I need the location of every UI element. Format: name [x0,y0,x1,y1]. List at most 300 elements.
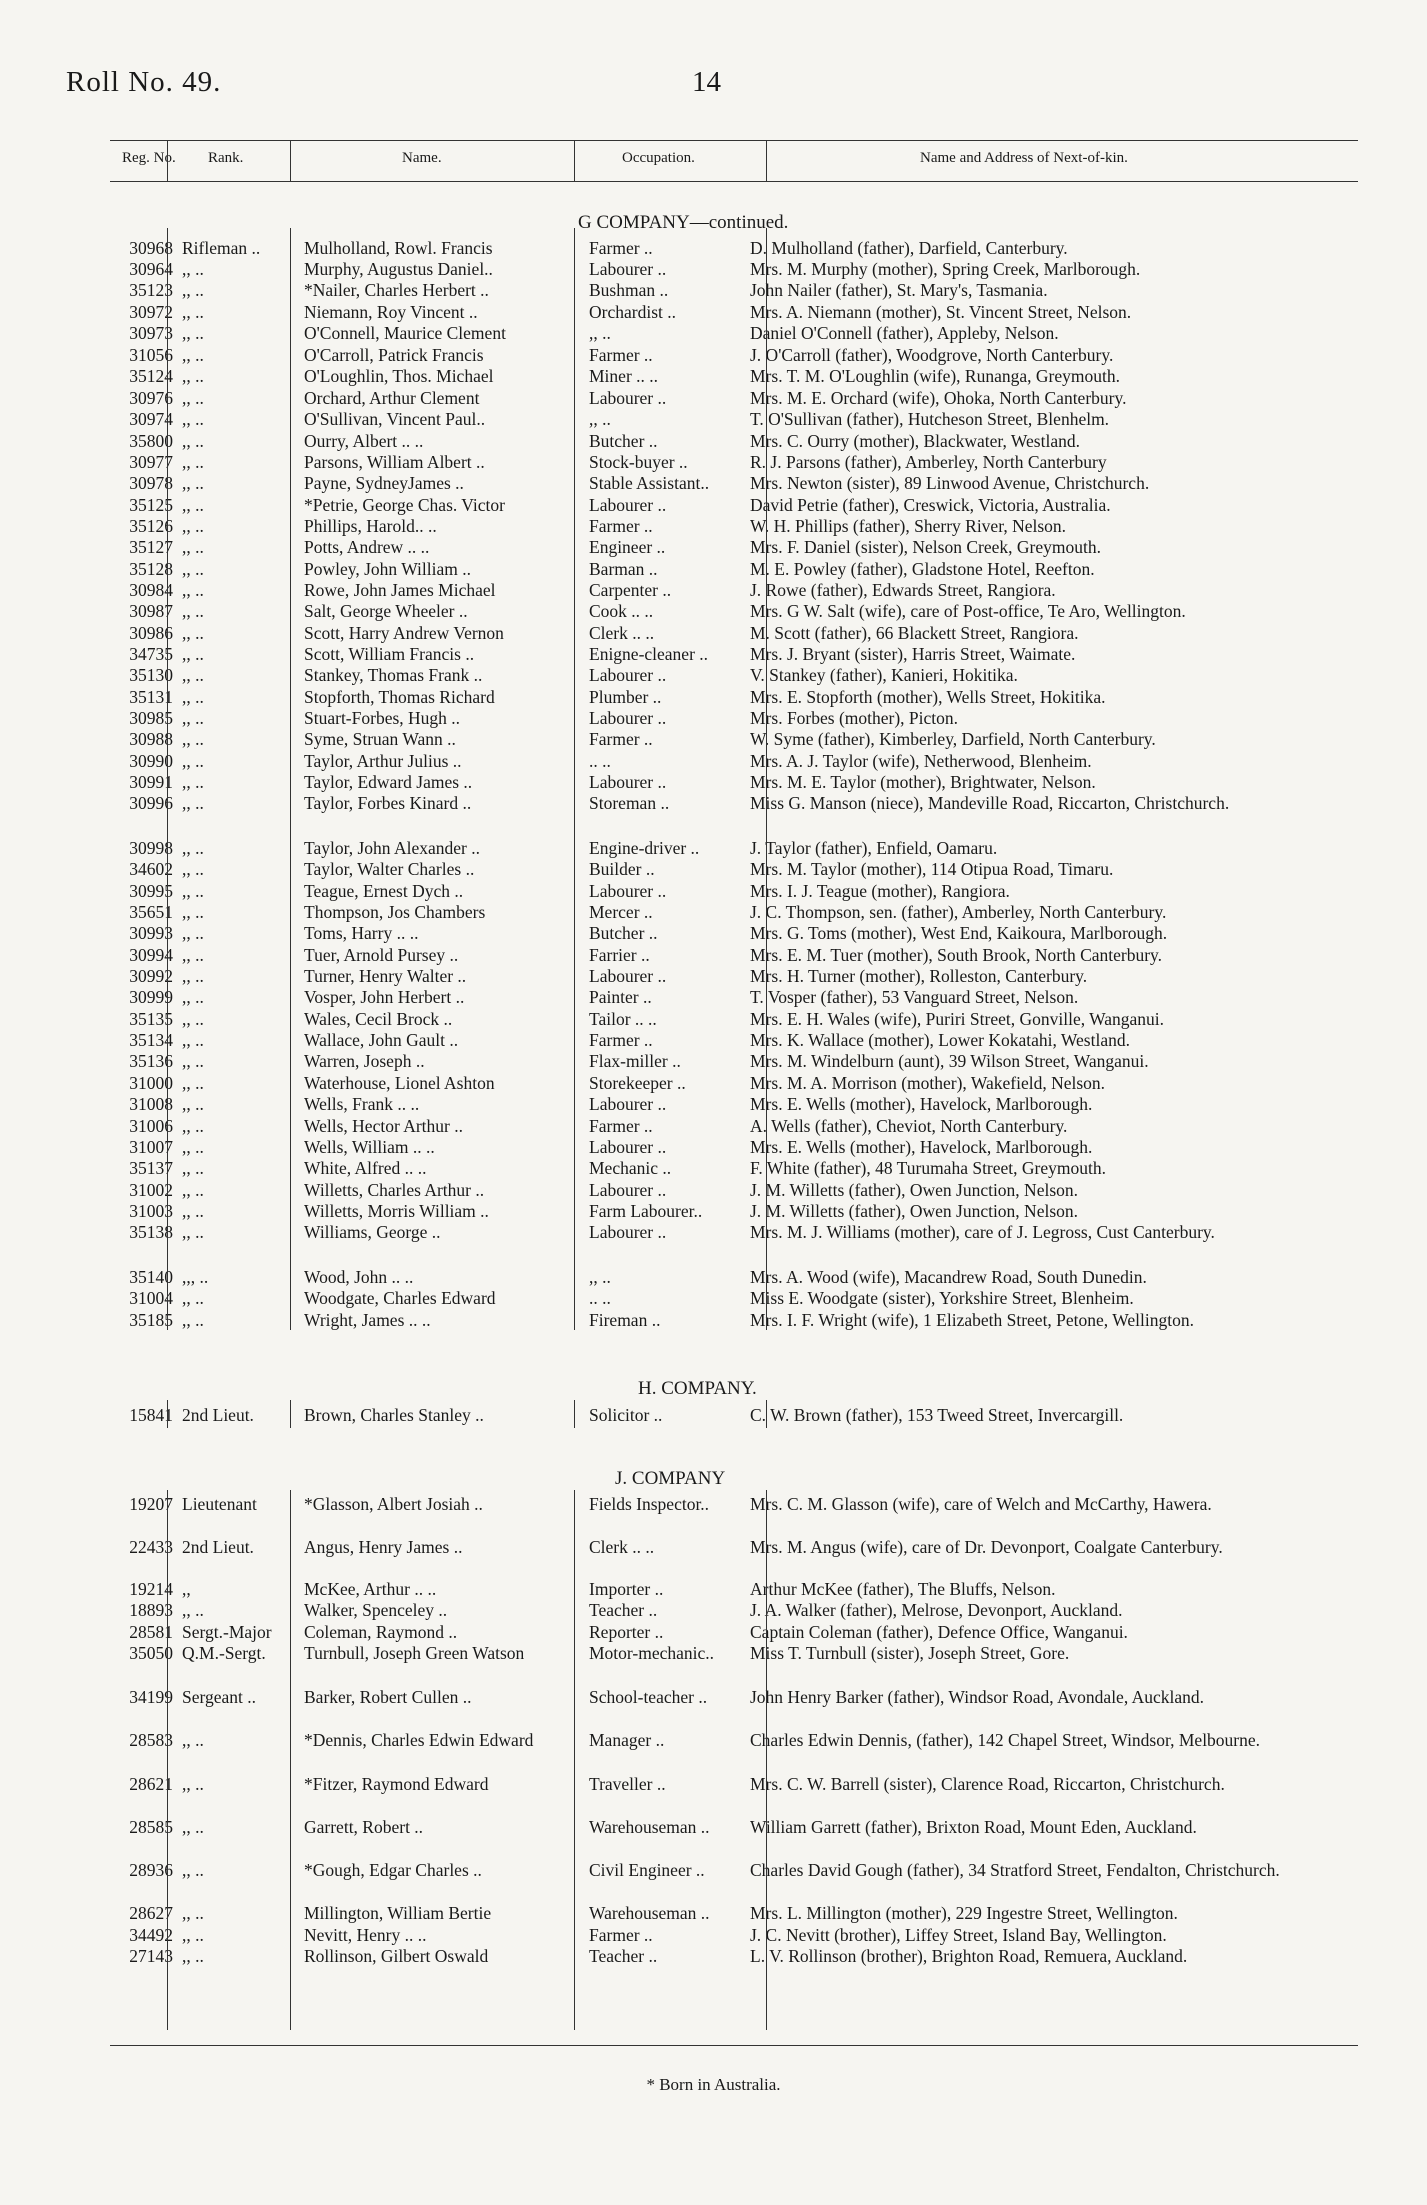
row-name: Willetts, Charles Arthur .. [304,1180,485,1200]
col-divider [574,228,575,1330]
row-rank: Lieutenant [182,1494,257,1514]
row-occ: .. .. [589,1288,611,1308]
row-occ: Farmer .. [589,1925,653,1945]
row-occ: Warehouseman .. [589,1903,710,1923]
row-kin: Mrs. M. J. Williams (mother), care of J. Legross, Cust Canterbury. [750,1222,1215,1242]
row-reg: 30972 [129,302,173,322]
row-rank: ,, .. [182,1310,204,1330]
row-kin: W. H. Phillips (father), Sherry River, Nelson. [750,516,1067,536]
row-kin: Mrs. M. Windelburn (aunt), 39 Wilson Street, Wanganui. [750,1051,1149,1071]
section-heading-h-company: H. COMPANY. [638,1378,757,1399]
row-reg: 30976 [129,388,173,408]
row-reg: 31006 [129,1116,173,1136]
row-kin: J. O'Carroll (father), Woodgrove, North Canterbury. [750,345,1114,365]
row-reg: 35130 [129,665,173,685]
row-rank: ,, .. [182,323,204,343]
row-occ: Labourer .. [589,881,667,901]
row-name: Rollinson, Gilbert Oswald [304,1946,489,1966]
row-kin: C. W. Brown (father), 153 Tweed Street, Invercargill. [750,1405,1124,1425]
row-occ: Farmer .. [589,1030,653,1050]
row-occ: School-teacher .. [589,1687,708,1707]
row-occ: Storeman .. [589,793,670,813]
row-name: Stopforth, Thomas Richard [304,687,495,707]
row-kin: Mrs. G W. Salt (wife), care of Post-office, Te Aro, Wellington. [750,601,1186,621]
col-header-occupation: Occupation. [622,150,695,166]
row-occ: Engine-driver .. [589,838,700,858]
col-divider [290,1490,291,2030]
row-occ: Warehouseman .. [589,1817,710,1837]
row-reg: 35127 [129,537,173,557]
row-reg: 34492 [129,1925,173,1945]
row-kin: David Petrie (father), Creswick, Victoria, Australia. [750,495,1111,515]
row-reg: 30986 [129,623,173,643]
row-occ: .. .. [589,751,611,771]
row-kin: Mrs. E. M. Tuer (mother), South Brook, North Canterbury. [750,945,1163,965]
row-rank: ,, .. [182,580,204,600]
row-name: Williams, George .. [304,1222,441,1242]
row-reg: 35134 [129,1030,173,1050]
row-kin: Mrs. M. A. Morrison (mother), Wakefield, Nelson. [750,1073,1106,1093]
header-rule-top [110,140,1358,141]
row-name: Tuer, Arnold Pursey .. [304,945,459,965]
row-name: Rowe, John James Michael [304,580,496,600]
col-divider [167,228,168,1330]
col-header-rank: Rank. [208,150,244,166]
row-occ: Solicitor .. [589,1405,663,1425]
row-kin: John Henry Barker (father), Windsor Road, Avondale, Auckland. [750,1687,1205,1707]
row-rank: ,, .. [182,1860,204,1880]
row-rank: ,, .. [182,1180,204,1200]
row-name: Warren, Joseph .. [304,1051,425,1071]
row-occ: Tailor .. .. [589,1009,657,1029]
row-occ: Farmer .. [589,345,653,365]
row-name: Coleman, Raymond .. [304,1622,458,1642]
row-rank: ,, .. [182,1925,204,1945]
row-occ: Labourer .. [589,966,667,986]
row-reg: 28621 [129,1774,173,1794]
row-reg: 19207 [129,1494,173,1514]
col-divider [574,1400,575,1428]
row-occ: Traveller .. [589,1774,666,1794]
row-rank: ,, .. [182,923,204,943]
row-reg: 30994 [129,945,173,965]
row-reg: 30991 [129,772,173,792]
row-name: Wales, Cecil Brock .. [304,1009,453,1029]
row-reg: 35138 [129,1222,173,1242]
row-name: *Nailer, Charles Herbert .. [304,280,489,300]
row-rank: ,, .. [182,1730,204,1750]
col-header-reg: Reg. No. [122,150,176,166]
row-name: Taylor, Arthur Julius .. [304,751,462,771]
row-kin: J. C. Thompson, sen. (father), Amberley, North Canterbury. [750,902,1167,922]
row-occ: Farmer .. [589,1116,653,1136]
row-reg: 28936 [129,1860,173,1880]
row-name: Mulholland, Rowl. Francis [304,238,493,258]
row-occ: Importer .. [589,1579,664,1599]
row-rank: ,, .. [182,1051,204,1071]
row-rank: ,, .. [182,516,204,536]
row-kin: Mrs. E. Wells (mother), Havelock, Marlborough. [750,1094,1093,1114]
row-rank: ,, .. [182,259,204,279]
row-reg: 34735 [129,644,173,664]
row-reg: 30973 [129,323,173,343]
row-name: O'Sullivan, Vincent Paul.. [304,409,486,429]
row-kin: J. M. Willetts (father), Owen Junction, Nelson. [750,1180,1079,1200]
row-kin: Mrs. A. Niemann (mother), St. Vincent Street, Nelson. [750,302,1132,322]
row-name: Murphy, Augustus Daniel.. [304,259,493,279]
row-rank: ,, .. [182,708,204,728]
row-occ: Butcher .. [589,923,658,943]
row-reg: 28585 [129,1817,173,1837]
row-name: Thompson, Jos Chambers [304,902,486,922]
col-divider [290,140,291,181]
row-rank: ,, .. [182,345,204,365]
row-rank: ,, [182,1579,191,1599]
row-reg: 31056 [129,345,173,365]
row-name: Ourry, Albert .. .. [304,431,424,451]
row-name: Angus, Henry James .. [304,1537,463,1557]
row-occ: Enigne-cleaner .. [589,644,709,664]
row-rank: ,, .. [182,1817,204,1837]
row-occ: Fireman .. [589,1310,661,1330]
row-occ: Stable Assistant.. [589,473,710,493]
row-reg: 30996 [129,793,173,813]
row-rank: ,, .. [182,881,204,901]
col-divider [167,140,168,181]
row-name: Stankey, Thomas Frank .. [304,665,483,685]
row-name: Garrett, Robert .. [304,1817,424,1837]
row-rank: ,, .. [182,1158,204,1178]
row-kin: Mrs. M. Angus (wife), care of Dr. Devonport, Coalgate Canterbury. [750,1537,1223,1557]
row-kin: T. O'Sullivan (father), Hutcheson Street, Blenhelm. [750,409,1110,429]
row-kin: Mrs. I. J. Teague (mother), Rangiora. [750,881,1010,901]
table-rule-bottom [110,2045,1358,2046]
row-reg: 35137 [129,1158,173,1178]
row-rank: ,, .. [182,388,204,408]
row-rank: ,, .. [182,409,204,429]
row-kin: Miss E. Woodgate (sister), Yorkshire Street, Blenheim. [750,1288,1134,1308]
row-name: White, Alfred .. .. [304,1158,427,1178]
row-rank: ,, .. [182,966,204,986]
section-heading-j-company: J. COMPANY [615,1468,726,1489]
row-name: Payne, SydneyJames .. [304,473,464,493]
row-kin: Mrs. G. Toms (mother), West End, Kaikoura, Marlborough. [750,923,1168,943]
row-kin: M. E. Powley (father), Gladstone Hotel, Reefton. [750,559,1095,579]
row-name: McKee, Arthur .. .. [304,1579,437,1599]
row-name: *Gough, Edgar Charles .. [304,1860,482,1880]
row-occ: Barman .. [589,559,658,579]
row-rank: 2nd Lieut. [182,1537,254,1557]
row-kin: W. Syme (father), Kimberley, Darfield, North Canterbury. [750,729,1156,749]
row-occ: Clerk .. .. [589,1537,655,1557]
row-name: Toms, Harry .. .. [304,923,419,943]
row-reg: 35140 [129,1267,173,1287]
row-rank: ,,, .. [182,1267,209,1287]
row-rank: ,, .. [182,1600,204,1620]
row-name: Taylor, Edward James .. [304,772,473,792]
row-occ: Labourer .. [589,772,667,792]
row-reg: 30985 [129,708,173,728]
row-name: O'Connell, Maurice Clement [304,323,506,343]
row-reg: 30978 [129,473,173,493]
row-name: Niemann, Roy Vincent .. [304,302,478,322]
row-reg: 35136 [129,1051,173,1071]
row-occ: Civil Engineer .. [589,1860,705,1880]
row-reg: 31003 [129,1201,173,1221]
row-name: Turnbull, Joseph Green Watson [304,1643,525,1663]
row-reg: 31008 [129,1094,173,1114]
page-number: 14 [692,66,721,98]
row-name: Teague, Ernest Dych .. [304,881,464,901]
row-occ: Farmer .. [589,238,653,258]
row-rank: ,, .. [182,1137,204,1157]
row-occ: Carpenter .. [589,580,672,600]
col-divider [574,140,575,181]
row-occ: Teacher .. [589,1946,658,1966]
row-reg: 30998 [129,838,173,858]
row-occ: Farm Labourer.. [589,1201,703,1221]
row-occ: Reporter .. [589,1622,664,1642]
row-kin: A. Wells (father), Cheviot, North Canterbury. [750,1116,1068,1136]
row-reg: 30993 [129,923,173,943]
row-occ: Farmer .. [589,516,653,536]
row-name: *Dennis, Charles Edwin Edward [304,1730,534,1750]
row-reg: 35050 [129,1643,173,1663]
row-occ: Butcher .. [589,431,658,451]
row-reg: 30995 [129,881,173,901]
row-kin: Mrs. C. Ourry (mother), Blackwater, Westland. [750,431,1080,451]
row-name: Potts, Andrew .. .. [304,537,430,557]
col-divider [766,1400,767,1428]
row-occ: Flax-miller .. [589,1051,681,1071]
row-reg: 28581 [129,1622,173,1642]
row-rank: ,, .. [182,1030,204,1050]
row-occ: Farrier .. [589,945,650,965]
row-reg: 30974 [129,409,173,429]
row-kin: Mrs. F. Daniel (sister), Nelson Creek, Greymouth. [750,537,1101,557]
row-name: Taylor, Forbes Kinard .. [304,793,472,813]
row-name: Wells, William .. .. [304,1137,435,1157]
row-occ: Farmer .. [589,729,653,749]
row-rank: ,, .. [182,559,204,579]
row-name: Phillips, Harold.. .. [304,516,437,536]
row-kin: Arthur McKee (father), The Bluffs, Nelson. [750,1579,1056,1599]
row-occ: Mechanic .. [589,1158,672,1178]
row-rank: ,, .. [182,1222,204,1242]
row-kin: Mrs. M. E. Orchard (wife), Ohoka, North Canterbury. [750,388,1127,408]
row-occ: ,, .. [589,323,611,343]
col-header-kin: Name and Address of Next-of-kin. [920,150,1128,166]
row-rank: Q.M.-Sergt. [182,1643,266,1663]
row-rank: ,, .. [182,644,204,664]
col-divider [167,1400,168,1428]
row-rank: ,, .. [182,1201,204,1221]
row-occ: Labourer .. [589,1222,667,1242]
row-reg: 28627 [129,1903,173,1923]
section-heading-g-company: G COMPANY—continued. [578,212,789,233]
col-divider [290,228,291,1330]
row-reg: 35185 [129,1310,173,1330]
row-rank: ,, .. [182,1094,204,1114]
row-kin: J. C. Nevitt (brother), Liffey Street, Island Bay, Wellington. [750,1925,1167,1945]
row-rank: ,, .. [182,793,204,813]
row-name: Syme, Struan Wann .. [304,729,456,749]
roll-number: Roll No. 49. [66,66,222,98]
row-rank: ,, .. [182,431,204,451]
row-name: Stuart-Forbes, Hugh .. [304,708,461,728]
row-occ: Miner .. .. [589,366,659,386]
row-occ: Painter .. [589,987,652,1007]
row-kin: T. Vosper (father), 53 Vanguard Street, Nelson. [750,987,1079,1007]
row-occ: Orchardist .. [589,302,676,322]
row-rank: ,, .. [182,623,204,643]
row-name: Brown, Charles Stanley .. [304,1405,484,1425]
row-rank: ,, .. [182,1073,204,1093]
row-occ: Labourer .. [589,708,667,728]
row-reg: 30977 [129,452,173,472]
row-rank: ,, .. [182,665,204,685]
row-name: Waterhouse, Lionel Ashton [304,1073,495,1093]
row-rank: ,, .. [182,537,204,557]
row-name: *Fitzer, Raymond Edward [304,1774,489,1794]
row-rank: ,, .. [182,601,204,621]
row-rank: ,, .. [182,945,204,965]
row-rank: ,, .. [182,1946,204,1966]
footnote: * Born in Australia. [646,2075,781,2094]
row-reg: 31004 [129,1288,173,1308]
row-occ: Bushman .. [589,280,669,300]
row-reg: 22433 [129,1537,173,1557]
row-occ: ,, .. [589,1267,611,1287]
row-rank: Rifleman .. [182,238,261,258]
row-reg: 34199 [129,1687,173,1707]
row-reg: 18893 [129,1600,173,1620]
row-name: Wright, James .. .. [304,1310,431,1330]
row-occ: Teacher .. [589,1600,658,1620]
row-rank: ,, .. [182,366,204,386]
row-kin: R. J. Parsons (father), Amberley, North Canterbury [750,452,1107,472]
row-occ: ,, .. [589,409,611,429]
row-kin: Mrs. E. H. Wales (wife), Puriri Street, Gonville, Wanganui. [750,1009,1165,1029]
row-rank: ,, .. [182,495,204,515]
row-name: Orchard, Arthur Clement [304,388,480,408]
row-reg: 31007 [129,1137,173,1157]
row-rank: ,, .. [182,729,204,749]
row-name: Barker, Robert Cullen .. [304,1687,472,1707]
row-name: Vosper, John Herbert .. [304,987,465,1007]
row-rank: ,, .. [182,859,204,879]
row-rank: ,, .. [182,687,204,707]
row-kin: M. Scott (father), 66 Blackett Street, Rangiora. [750,623,1079,643]
row-kin: J. Rowe (father), Edwards Street, Rangiora. [750,580,1056,600]
row-kin: V. Stankey (father), Kanieri, Hokitika. [750,665,1018,685]
row-name: Millington, William Bertie [304,1903,492,1923]
row-kin: Mrs. C. M. Glasson (wife), care of Welch and McCarthy, Hawera. [750,1494,1212,1514]
row-name: O'Carroll, Patrick Francis [304,345,484,365]
row-reg: 35135 [129,1009,173,1029]
row-name: Powley, John William .. [304,559,472,579]
col-divider [167,1490,168,2030]
row-rank: ,, .. [182,751,204,771]
col-divider [290,1400,291,1428]
row-occ: Builder .. [589,859,655,879]
row-kin: Mrs. A. J. Taylor (wife), Netherwood, Blenheim. [750,751,1092,771]
row-reg: 35125 [129,495,173,515]
row-name: *Petrie, George Chas. Victor [304,495,505,515]
row-reg: 30988 [129,729,173,749]
row-name: Walker, Spenceley .. [304,1600,448,1620]
row-reg: 30999 [129,987,173,1007]
row-rank: ,, .. [182,1774,204,1794]
row-name: Wells, Frank .. .. [304,1094,420,1114]
row-kin: Mrs. M. Taylor (mother), 114 Otipua Road, Timaru. [750,859,1114,879]
row-reg: 30964 [129,259,173,279]
row-name: Parsons, William Albert .. [304,452,485,472]
row-occ: Clerk .. .. [589,623,655,643]
row-occ: Cook .. .. [589,601,654,621]
row-reg: 31000 [129,1073,173,1093]
row-name: Turner, Henry Walter .. [304,966,467,986]
row-kin: Mrs. A. Wood (wife), Macandrew Road, South Dunedin. [750,1267,1147,1287]
row-rank: ,, .. [182,1009,204,1029]
row-occ: Engineer .. [589,537,666,557]
row-kin: Mrs. L. Millington (mother), 229 Ingestre Street, Wellington. [750,1903,1178,1923]
row-reg: 30968 [129,238,173,258]
row-reg: 30990 [129,751,173,771]
row-kin: Captain Coleman (father), Defence Office, Wanganui. [750,1622,1128,1642]
row-rank: ,, .. [182,1116,204,1136]
row-kin: John Nailer (father), St. Mary's, Tasmania. [750,280,1048,300]
row-kin: Mrs. I. F. Wright (wife), 1 Elizabeth Street, Petone, Wellington. [750,1310,1194,1330]
row-kin: Mrs. K. Wallace (mother), Lower Kokatahi, Westland. [750,1030,1130,1050]
row-rank: ,, .. [182,302,204,322]
row-name: Scott, William Francis .. [304,644,475,664]
row-rank: ,, .. [182,838,204,858]
row-kin: Charles Edwin Dennis, (father), 142 Chapel Street, Windsor, Melbourne. [750,1730,1261,1750]
row-occ: Labourer .. [589,1180,667,1200]
row-occ: Storekeeper .. [589,1073,686,1093]
row-name: Woodgate, Charles Edward [304,1288,496,1308]
row-reg: 19214 [129,1579,173,1599]
col-divider [766,1490,767,2030]
row-rank: ,, .. [182,473,204,493]
row-reg: 35126 [129,516,173,536]
row-rank: ,, .. [182,1903,204,1923]
row-kin: F. White (father), 48 Turumaha Street, Greymouth. [750,1158,1106,1178]
row-kin: Mrs. C. W. Barrell (sister), Clarence Road, Riccarton, Christchurch. [750,1774,1225,1794]
row-occ: Mercer .. [589,902,653,922]
row-reg: 27143 [129,1946,173,1966]
row-reg: 35131 [129,687,173,707]
row-name: Wells, Hector Arthur .. [304,1116,463,1136]
row-kin: Mrs. E. Stopforth (mother), Wells Street, Hokitika. [750,687,1106,707]
row-occ: Stock-buyer .. [589,452,688,472]
row-name: Taylor, John Alexander .. [304,838,480,858]
row-kin: Mrs. H. Turner (mother), Rolleston, Canterbury. [750,966,1088,986]
row-reg: 35651 [129,902,173,922]
row-reg: 30992 [129,966,173,986]
row-reg: 31002 [129,1180,173,1200]
col-divider [574,1490,575,2030]
row-name: *Glasson, Albert Josiah .. [304,1494,483,1514]
row-kin: Mrs. M. E. Taylor (mother), Brightwater, Nelson. [750,772,1096,792]
row-occ: Labourer .. [589,259,667,279]
row-kin: William Garrett (father), Brixton Road, Mount Eden, Auckland. [750,1817,1197,1837]
row-name: Taylor, Walter Charles .. [304,859,475,879]
row-kin: Miss G. Manson (niece), Mandeville Road, Riccarton, Christchurch. [750,793,1230,813]
row-reg: 30984 [129,580,173,600]
row-reg: 28583 [129,1730,173,1750]
